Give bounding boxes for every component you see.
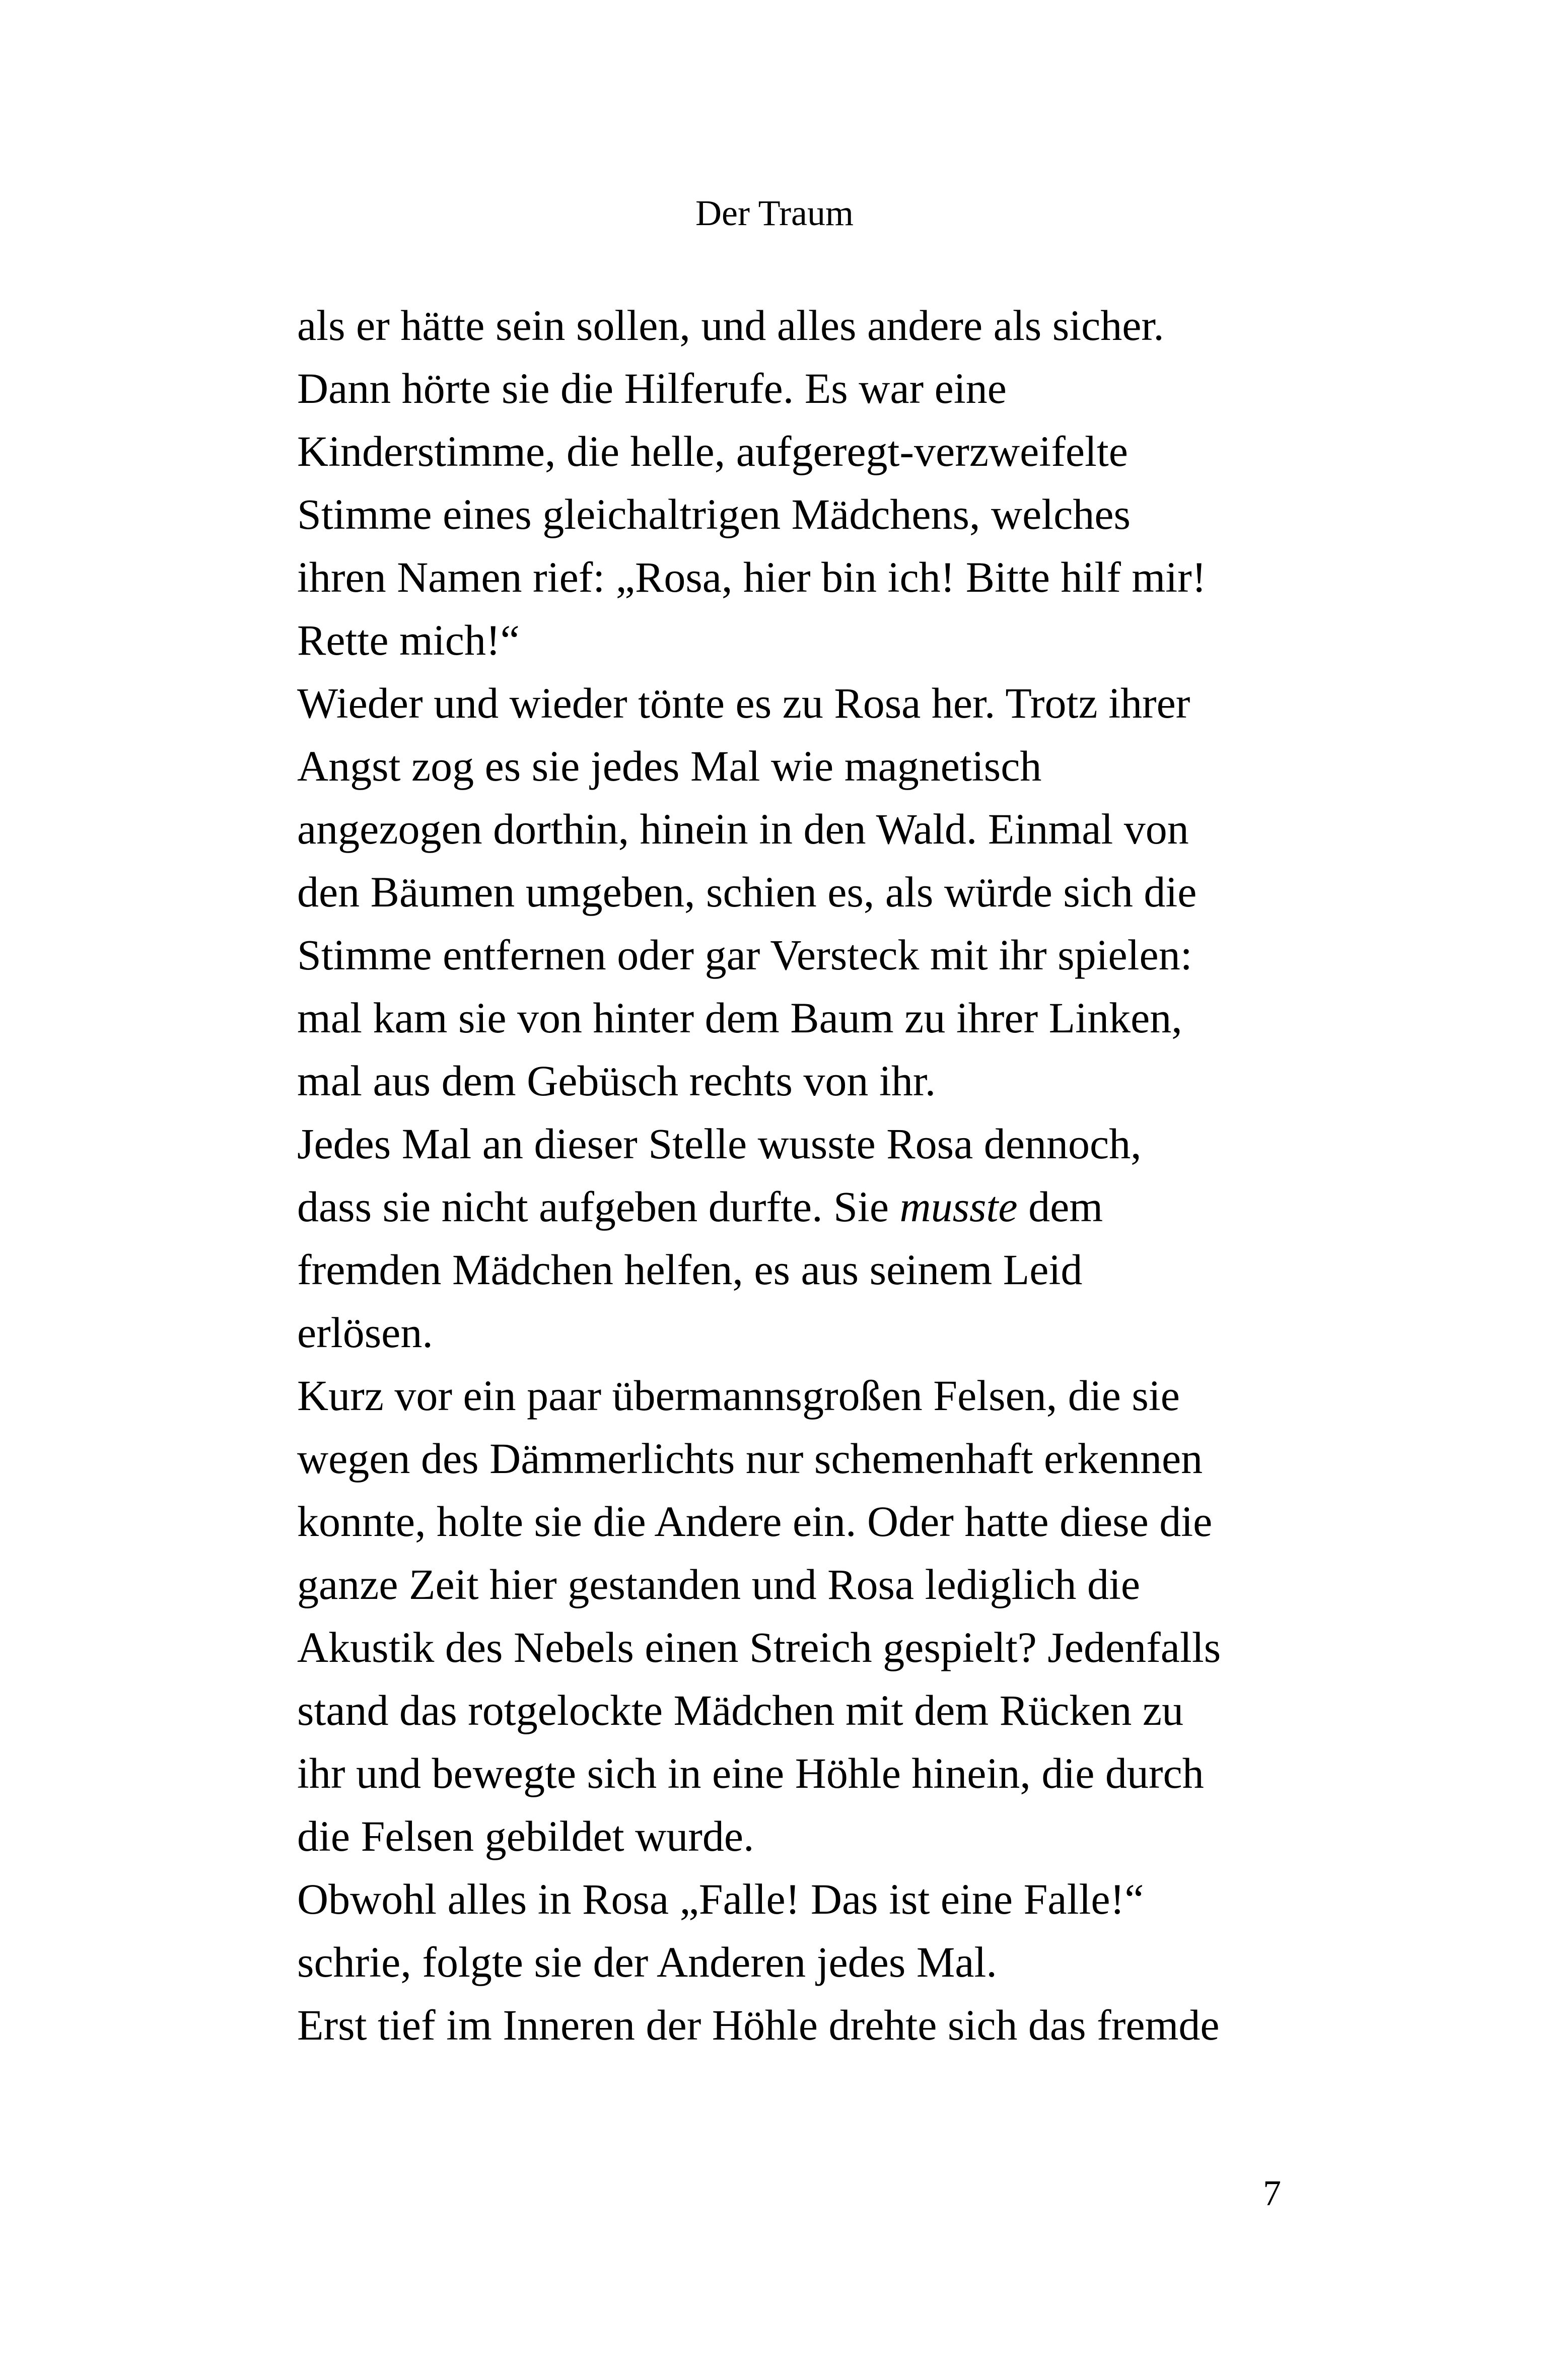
text-line: die Felsen gebildet wurde.	[297, 1812, 754, 1860]
text-line: Erst tief im Inneren der Höhle drehte sich das fremde	[297, 2001, 1220, 2049]
text-line: fremden Mädchen helfen, es aus seinem Leid	[297, 1245, 1083, 1294]
text-line: Rette mich!“	[297, 616, 520, 664]
text-line: wegen des Dämmerlichts nur schemenhaft erkennen	[297, 1434, 1203, 1483]
text-line-with-emphasis	[297, 1175, 1284, 1238]
text-line: Kinderstimme, die helle, aufgeregt-verzweifelte	[297, 427, 1128, 475]
emphasis-word: musste	[899, 1182, 1018, 1231]
text-line: den Bäumen umgeben, schien es, als würde sich die	[297, 868, 1197, 916]
text-line: Jedes Mal an dieser Stelle wusste Rosa dennoch,	[297, 1119, 1142, 1168]
text-segment: dem	[1017, 1182, 1103, 1231]
text-line: schrie, folgte sie der Anderen jedes Mal.	[297, 1938, 997, 1986]
text-line: ihren Namen rief: „Rosa, hier bin ich! Bitte hilf mir!	[297, 553, 1207, 601]
page-number: 7	[1263, 2173, 1281, 2213]
body-text	[297, 294, 1284, 2057]
text-line: Stimme entfernen oder gar Versteck mit ihr spielen:	[297, 931, 1192, 979]
text-line: Obwohl alles in Rosa „Falle! Das ist eine Falle!“	[297, 1875, 1144, 1923]
text-line: mal aus dem Gebüsch rechts von ihr.	[297, 1057, 936, 1105]
text-segment: dass sie nicht aufgeben durfte. Sie	[297, 1182, 900, 1231]
text-line: angezogen dorthin, hinein in den Wald. Einmal von	[297, 805, 1189, 853]
text-line: ihr und bewegte sich in eine Höhle hinein, die durch	[297, 1749, 1204, 1797]
text-line: erlösen.	[297, 1308, 433, 1357]
text-line: Kurz vor ein paar übermannsgroßen Felsen, die sie	[297, 1371, 1180, 1420]
text-line: als er hätte sein sollen, und alles andere als sicher.	[297, 301, 1164, 349]
text-line: Wieder und wieder tönte es zu Rosa her. Trotz ihrer	[297, 679, 1190, 727]
text-line: Angst zog es sie jedes Mal wie magnetisch	[297, 742, 1042, 790]
text-line: Akustik des Nebels einen Streich gespielt? Jedenfalls	[297, 1623, 1221, 1671]
text-line: Stimme eines gleichaltrigen Mädchens, welches	[297, 490, 1131, 538]
running-header: Der Traum	[695, 193, 854, 233]
text-line: mal kam sie von hinter dem Baum zu ihrer Linken,	[297, 994, 1182, 1042]
text-line: Dann hörte sie die Hilferufe. Es war eine	[297, 364, 1007, 412]
text-line: konnte, holte sie die Andere ein. Oder hatte diese die	[297, 1497, 1213, 1546]
text-line: ganze Zeit hier gestanden und Rosa lediglich die	[297, 1560, 1141, 1608]
text-line: stand das rotgelockte Mädchen mit dem Rücken zu	[297, 1686, 1184, 1734]
